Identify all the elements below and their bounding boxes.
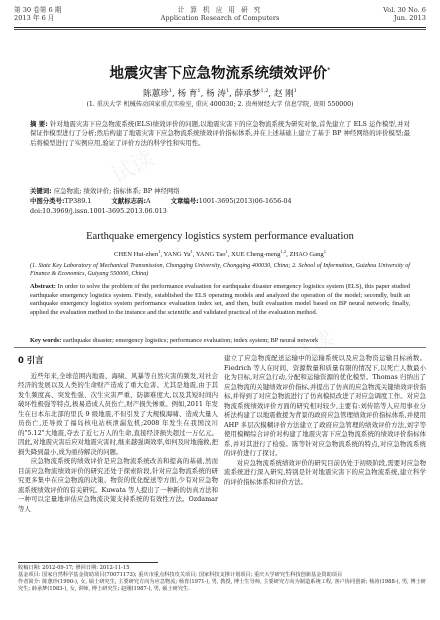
paper-title-cn — [0, 62, 440, 83]
keywords-en-label: Key words: — [30, 337, 62, 344]
author-cn: 杨 育$^1$ — [177, 88, 201, 99]
keywords-en — [30, 337, 410, 346]
author-en: CHEN Hui-zhen$^1$ — [114, 249, 161, 259]
article-number: 文章编号:1001-3695(2013)06-1656-04 — [170, 197, 292, 205]
volume-issue-en: Vol. 30 No. 6 — [383, 6, 426, 14]
section-divider — [14, 347, 426, 348]
abstract-en-label: Abstract: — [30, 283, 56, 290]
volume-issue-cn: 第 30 卷第 6 期 — [14, 6, 62, 14]
header-rule-thin — [14, 29, 426, 30]
journal-name-cn: 计 算 机 应 用 研 究 — [177, 6, 263, 14]
doi: doi:10.3969/j.issn.1001-3695.2013.06.013 — [30, 207, 167, 215]
body-paragraph: 应急物流系统的绩效评价是应急物流系统改善和提高的基础,然而目前应急物流绩效评价的研究还处于探索阶段,针对应急物流系统的研究更多集中在应急物流的决策、物资的优化配送等方面,少有对应急物流系统绩效评价的有关研究。Kuwata 等人提出了一种新的仿真方法和一种可以定量地评估应急物流决策支持系统的有效性方法。Ozdamar 等人 — [18, 457, 218, 513]
body-paragraph: 建立了应急物流配送运输中的运输系统以及应急物资运输目标函数。Fiedrich 等人在时间、资源数量和质量有限的情况下,以死亡人数最小化为目标,对应急行动,分配和运输资源的优化模型。Thomas 归纳出了应急物流的关键绩效评价指标,并提出了仿真的应急物流关键绩效评价指标,并得到了对应急物流进行了仿真模拟改进了对应急调度工作。对应急物流系统绩效评价方面的研究相对较少,主要有:刘传铭等人应用事业分析法构建了以地震救援为背景的政府应急管理绩效评价指标体系,并使用 AHP 多层次模糊评价方法建立了政府应急管理的绩效评价方法,刘宇等使用模糊综合评价对构建了地震灾害下应急物流系统的绩效评价指标体系,并对其进行了检验。陈等针对应急物流系统的特点,对应急物流系统的评价进行了探讨。 — [224, 354, 426, 457]
journal-name-en: Application Research of Computers — [160, 14, 280, 22]
title-text: 地震灾害下应急物流系统绩效评价 — [109, 66, 327, 82]
paper-title-en: Earthquake emergency logistics system performance evaluation — [86, 231, 354, 242]
footnotes — [18, 565, 426, 593]
body-paragraph: 近些年来,全球范围内地震、海啸、风暴等自然灾害的频发,对社会经济的发展以及人类的生命财产造成了重大危害。尤其是地震,由于其发生频度高、突发性强、次生灾害严重、防御难度大,以及其短时间内破坏性极强等特点,极易造成人员伤亡,财产损失惨重。例如,2011 年发生在日本东北部的里氏 9 级地震,不但引发了大规模海啸、造成大量人员伤亡,还导致了福岛核电站核泄漏危机;2008 年发生在我国汶川的"5.12"大地震,夺去了近七万人的生命,直接经济损失超过一万亿元。因此,对地震灾害后应对地震灾害时,继来越强调效率,如何及时地施救,把损失降到最小,成为亟待解决的问题。 — [18, 371, 218, 456]
author-cn: 薛承梦$^{1,2}$ — [234, 88, 269, 99]
title-footnote-mark: * — [327, 66, 331, 75]
watermark: 试读 — [107, 145, 159, 189]
date-en: Jun. 2013 — [393, 14, 426, 22]
author-en: YANG Tao$^1$ — [195, 249, 228, 259]
author-en: XUE Cheng-meng$^{1,2}$ — [231, 249, 287, 259]
keywords-cn-text: 应急物流; 绩效评价; 指标体系; BP 神经网络 — [53, 187, 180, 195]
watermark: 试读 — [57, 465, 109, 509]
footnote-funding: 基金项目: 国家自然科学基金资助项目(70071173); 重庆市重点科技攻关项目; 国家科技支撑计划项目; 重庆大学研究生科技创新基金资助项目 — [18, 572, 343, 578]
author-list-en: CHEN Hui-zhen$^1$, YANG Yu$^1$, YANG Tao$^1$, XUE Cheng-meng$^{1,2}$, ZHAO Gang$^1$ — [114, 249, 326, 259]
keywords-cn-label: 关键词: — [30, 187, 52, 195]
clc: 中图分类号:TP389.1 — [30, 197, 92, 205]
classification-line — [30, 197, 410, 205]
footnote-author-bio: 作者简介: 陈蕙珍(1990-), 女, 硕士研究生, 主要研究方向为应急物流; 杨育(1971-), 男, 教授, 博士生导师, 主要研究方向为制造系统工程, 客户协同创新; 杨涛(1988-), 男, 博士研究生; 薛承梦(1983-), 女, 讲师, 博士研究生; 赵刚(1987-), 男, 硕士研究生. — [18, 579, 426, 592]
author-list-cn: 陈蕙珍$^1$, 杨 育$^1$, 杨 涛$^1$, 薛承梦$^{1,2}$, 赵 刚$^1$ — [143, 88, 297, 99]
keywords-en-text: earthquake disaster; emergency logistics; performance evaluation; index system; BP neural network — [63, 337, 319, 344]
abstract-cn — [30, 120, 410, 148]
abstract-en-text: In order to solve the problem of the performance evaluation for earthquake disaster emergency logistics system (ELS), this paper studied earthquake emergency logistics system. Firstly, established the ELS operating models and analyzed the operation of the model; secondly, built an earthquake emergency logistics system performance evaluation index set, and then, built evaluation model based on BP neural network; finally, applied the evaluation method to the instance and the scientific and validated practical of the evaluation method. — [30, 283, 410, 316]
abstract-en — [30, 283, 410, 317]
doc-code: 文献标志码:A — [111, 197, 151, 205]
footnote-rule — [18, 562, 158, 563]
affiliation-cn: (1. 重庆大学 机械传动国家重点实验室, 重庆 400030; 2. 贵州财经大学 信息学院, 贵阳 550000) — [86, 101, 354, 108]
affiliation-en: (1. State Key Laboratory of Mechanical Transmission, Chongqing University, Chongqing 400030, China; 2. School of Information, Guizhou University of Finance & Economics, Guiyang 550000, China) — [30, 263, 410, 277]
header-center — [14, 6, 426, 22]
body-column-right — [224, 354, 426, 487]
author-en: YANG Yu$^1$ — [163, 249, 193, 259]
abstract-cn-label: 摘 要: — [30, 120, 48, 128]
author-en: ZHAO Gang$^1$ — [289, 249, 326, 259]
date-cn: 2013 年 6 月 — [14, 14, 55, 22]
body-paragraph: 对应急物流系统绩效评价的研究目前仍处于初级阶段,需要对应急物流系统进行深入研究,特别是针对地震灾害下的应急物流系统,建立科学的评价指标体系和评价方法。 — [224, 458, 426, 486]
abstract-cn-text: 针对地震灾害下应急物流系统(ELS)绩效评价的问题,以地震灾害下的应急物流系统为研究对象,首先建立了 ELS 运作模型,并对保证作模型进行了分析;然后构建了地震灾害下应急物流系统绩效评价指标体系,并在上述基础上建立了基于 BP 神经网络的评价模型;最后将模型进行了实例应用,验证了评价方法的科学性和实用性。 — [30, 120, 411, 147]
watermark: 试读 — [287, 325, 339, 369]
header-right — [383, 6, 426, 22]
header-rule — [14, 27, 426, 28]
footnote-received-date: 收稿日期: 2012-09-17; 修回日期: 2012-11-15 — [18, 565, 130, 571]
keywords-cn — [30, 187, 410, 195]
section-heading-introduction: 0 引言 — [18, 355, 44, 365]
body-column-left — [18, 354, 218, 514]
author-cn: 杨 涛$^1$ — [206, 88, 230, 99]
author-cn: 陈蕙珍$^1$ — [143, 88, 173, 99]
author-cn: 赵 刚$^1$ — [273, 88, 297, 99]
